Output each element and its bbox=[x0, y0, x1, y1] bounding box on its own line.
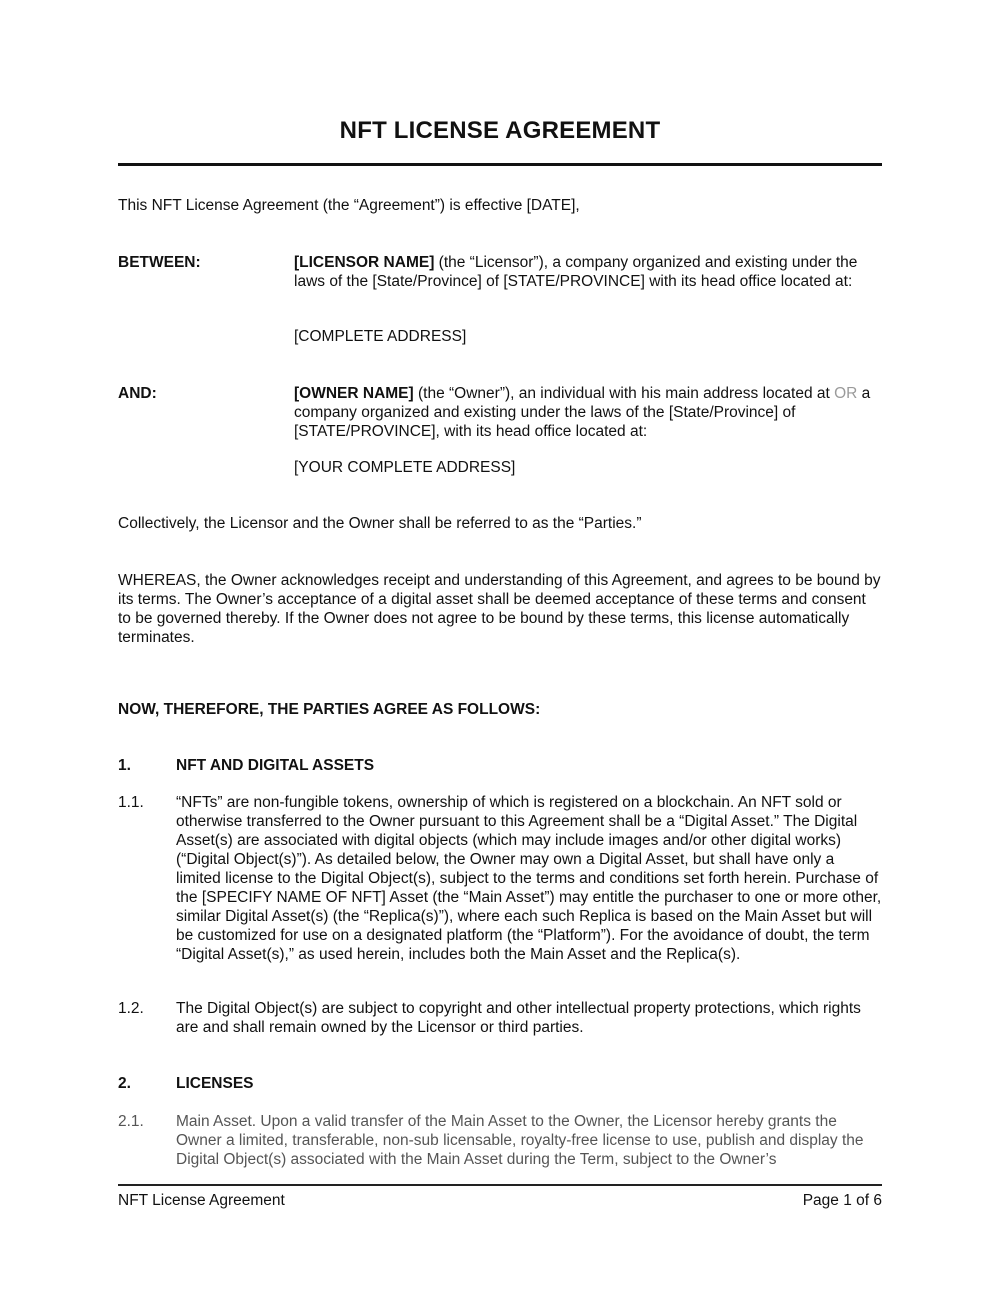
owner-name-placeholder: [OWNER NAME] bbox=[294, 385, 414, 402]
whereas-paragraph: WHEREAS, the Owner acknowledges receipt and understanding of this Agreement, and agrees to be bound by its terms. The Owner’s acceptance of a digital asset shall be deemed acceptance of these terms and consent to be governed thereby. If the Owner does not agree to be bound by these terms, this license automatically terminates. bbox=[118, 572, 881, 646]
footer-document-name: NFT License Agreement bbox=[118, 1192, 285, 1209]
section-2-title: LICENSES bbox=[176, 1075, 254, 1092]
clause-1-1-text: “NFTs” are non-fungible tokens, ownership of which is registered on a blockchain. An NFT sold or otherwise transferred to the Owner pursuant to this Agreement shall be a “Digital Asset.” The Digital Asset(s) are associated with digital objects (which may include images and/or other digital works) (“Digital Object(s)”). As detailed below, the Owner may own a Digital Asset, but shall have only a limited license to the Digital Object(s), subject to the terms and conditions set forth herein. Purchase of the [SPECIFY NAME OF NFT] Asset (the “Main Asset”) may entitle the purchaser to one or more other, similar Digital Asset(s) (the “Replica(s)”), where each such Replica is based on the Main Asset but will be customized for use on a designated platform (the “Platform”). For the avoidance of doubt, the term “Digital Asset(s),” as used herein, includes both the Main Asset and the Replica(s). bbox=[176, 794, 882, 963]
section-1-title: NFT AND DIGITAL ASSETS bbox=[176, 757, 375, 774]
clause-2-1-text: Main Asset. Upon a valid transfer of the Main Asset to the Owner, the Licensor hereby grants the Owner a limited, transferable, non-sub licensable, royalty-free license to use, publish and display the Digital Object(s) associated with the Main Asset during the Term, subject to the Owner’s bbox=[176, 1113, 864, 1168]
document-title: NFT LICENSE AGREEMENT bbox=[339, 117, 661, 144]
licensor-description: (the “Licensor”), a company organized and existing under the laws of the [State/Province] of [STATE/PROVINCE] with its head office located at: bbox=[294, 254, 858, 290]
section-1-number: 1. bbox=[118, 757, 131, 774]
owner-address: [YOUR COMPLETE ADDRESS] bbox=[294, 459, 516, 476]
intro-paragraph: This NFT License Agreement (the “Agreement”) is effective [DATE], bbox=[118, 197, 580, 214]
clause-1-2-text: The Digital Object(s) are subject to copyright and other intellectual property protections, which rights are and shall remain owned by the Licensor or third parties. bbox=[176, 1000, 861, 1036]
clause-2-1-number: 2.1. bbox=[118, 1113, 144, 1130]
clause-1-2-number: 1.2. bbox=[118, 1000, 144, 1017]
licensor-party-block bbox=[294, 253, 882, 291]
clause-1-1-number: 1.1. bbox=[118, 794, 144, 811]
licensor-address: [COMPLETE ADDRESS] bbox=[294, 328, 467, 345]
now-therefore-heading: NOW, THEREFORE, THE PARTIES AGREE AS FOLLOWS: bbox=[118, 701, 541, 718]
section-2-number: 2. bbox=[118, 1075, 131, 1092]
footer-page-number: Page 1 of 6 bbox=[802, 1192, 882, 1209]
between-label: BETWEEN: bbox=[118, 254, 201, 271]
owner-description-1: (the “Owner”), an individual with his main address located at bbox=[413, 385, 835, 402]
licensor-name-placeholder: [LICENSOR NAME] bbox=[294, 254, 435, 271]
and-label: AND: bbox=[118, 385, 157, 402]
owner-party-block bbox=[294, 384, 882, 441]
footer-divider bbox=[118, 1184, 882, 1186]
collectively-paragraph: Collectively, the Licensor and the Owner shall be referred to as the “Parties.” bbox=[118, 515, 642, 532]
owner-description-2: a company organized and existing under the laws of the [State/Province] of [STATE/PROVINCE], with its head office located at: bbox=[294, 385, 871, 440]
title-divider bbox=[118, 163, 882, 166]
or-alternative-marker: OR bbox=[834, 385, 858, 402]
